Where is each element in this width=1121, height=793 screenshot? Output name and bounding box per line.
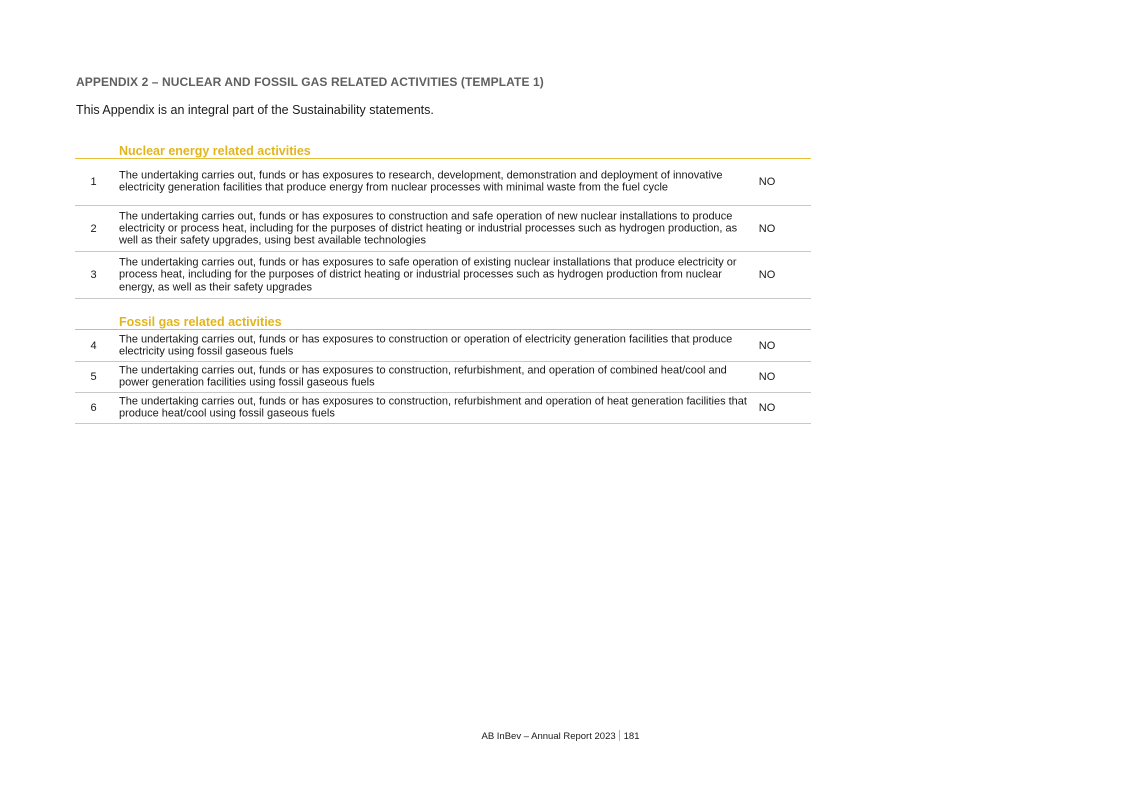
nuclear-section-title: Nuclear energy related activities: [119, 144, 311, 158]
row-answer: NO: [758, 269, 776, 281]
intro-text: This Appendix is an integral part of the Sustainability statements.: [76, 103, 434, 117]
row-number: 2: [90, 222, 97, 235]
row-divider: [75, 298, 811, 299]
row-answer: NO: [758, 371, 776, 383]
page-title: APPENDIX 2 – NUCLEAR AND FOSSIL GAS RELATED ACTIVITIES (TEMPLATE 1): [76, 75, 544, 89]
row-number: 4: [90, 339, 97, 352]
footer-separator: [619, 730, 620, 741]
row-answer: NO: [758, 339, 776, 352]
row-number: 1: [90, 176, 97, 188]
row-number: 5: [90, 371, 97, 383]
table-row: [75, 393, 811, 423]
page-footer: [0, 730, 1121, 742]
row-description: The undertaking carries out, funds or has exposures to research, development, demonstration and deployment of innovative electricity generation facilities that produce energy from nuclear processes with minimal waste from the fuel cycle: [119, 169, 723, 194]
row-answer: NO: [758, 222, 776, 235]
row-description: The undertaking carries out, funds or has exposures to construction, refurbishment and operation of heat generation facilities that produce heat/cool using fossil gaseous fuels: [119, 395, 747, 420]
table-row: [75, 206, 811, 251]
row-number: 3: [90, 269, 97, 281]
table-row: [75, 159, 811, 205]
row-description: The undertaking carries out, funds or has exposures to construction, refurbishment, and operation of combined heat/cool and power generation facilities using fossil gaseous fuels: [119, 364, 727, 389]
row-description: The undertaking carries out, funds or has exposures to construction and safe operation of new nuclear installations to produce electricity or process heat, including for the purposes of district heating or industrial processes such as hydrogen production, as well as their safety upgrades, using best available technologies: [119, 210, 738, 247]
table-row: [75, 252, 811, 298]
row-answer: NO: [758, 402, 776, 414]
row-divider: [75, 423, 811, 424]
row-number: 6: [90, 402, 97, 414]
table-row: [75, 362, 811, 392]
footer-report-title: AB InBev – Annual Report 2023: [481, 731, 616, 742]
fossil-section-title: Fossil gas related activities: [119, 315, 282, 329]
row-answer: NO: [758, 176, 776, 188]
row-description: The undertaking carries out, funds or has exposures to safe operation of existing nuclear installations that produce electricity or process heat, including for the purposes of district heating or industrial processes such as hydrogen production from nuclear energy, as well as their safety upgrades: [119, 256, 737, 294]
row-description: The undertaking carries out, funds or has exposures to construction or operation of electricity generation facilities that produce electricity using fossil gaseous fuels: [119, 333, 733, 358]
page-number: 181: [623, 731, 640, 742]
table-row: [75, 330, 811, 361]
